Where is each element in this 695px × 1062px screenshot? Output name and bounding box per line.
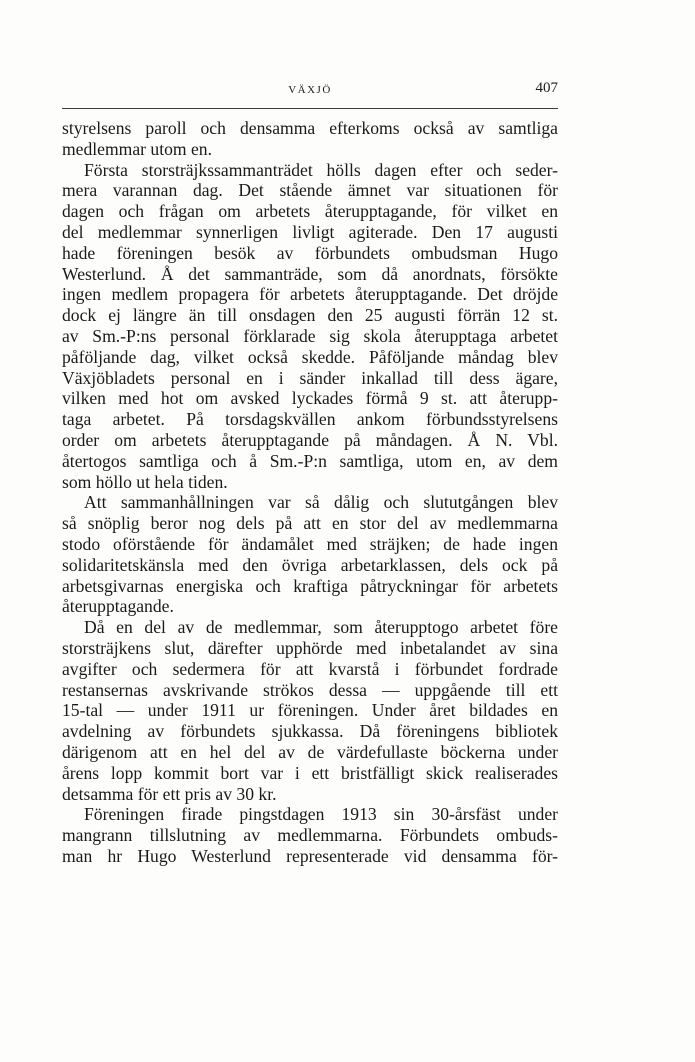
running-title: VÄXJÖ	[288, 84, 332, 96]
text-line: hade föreningen besök av förbundets ombudsman Hugo	[62, 242, 558, 263]
page-number: 407	[535, 80, 558, 96]
text-line: mera varannan dag. Det stående ämnet var situationen för	[62, 180, 558, 201]
text-line: avdelning av förbundets sjukkassa. Då föreningens bibliotek	[62, 721, 558, 742]
text-line: återtogos samtliga och å Sm.-P:n samtliga, utom en, av dem	[62, 450, 558, 471]
text-line: restansernas avskrivande strökos dessa — uppgående till ett	[62, 679, 558, 700]
text-line: återupptagande.	[62, 596, 174, 617]
text-line: 15-tal — under 1911 ur föreningen. Under året bildades en	[62, 700, 558, 721]
text-line: dock ej längre än till onsdagen den 25 augusti förrän 12 st.	[62, 305, 558, 326]
text-line: arbetsgivarnas energiska och kraftiga påtryckningar för arbetets	[62, 575, 558, 596]
text-line: avgifter och sedermera för att kvarstå i förbundet fordrade	[62, 658, 558, 679]
text-line: Föreningen firade pingstdagen 1913 sin 30-årsfäst under	[84, 804, 558, 825]
header-rule	[62, 108, 558, 109]
text-line: av Sm.-P:ns personal förklarade sig skola återupptaga arbetet	[62, 325, 558, 346]
text-line: så snöplig beror nog dels på att en stor del av medlemmarna	[62, 513, 558, 534]
text-line: ingen medlem propagera för arbetets återupptagande. Det dröjde	[62, 284, 558, 305]
text-line: påföljande dag, vilket också skedde. Påföljande måndag blev	[62, 346, 558, 367]
text-line: solidaritetskänsla med den övriga arbetarklassen, dels ock på	[62, 554, 558, 575]
text-line: Då en del av de medlemmar, som återupptogo arbetet före	[84, 617, 558, 638]
text-line: årens lopp kommit bort var i ett bristfälligt skick realiserades	[62, 762, 558, 783]
text-line: Växjöbladets personal en i sänder inkallad till dess ägare,	[62, 367, 558, 388]
body-text	[62, 118, 558, 867]
text-line: vilken med hot om avsked lyckades förmå 9 st. att återupp-	[62, 388, 558, 409]
text-line: del medlemmar synnerligen livligt agiterade. Den 17 augusti	[62, 221, 558, 242]
text-line: storsträjkens slut, därefter upphörde med inbetalandet av sina	[62, 637, 558, 658]
text-line: taga arbetet. På torsdagskvällen ankom förbundsstyrelsens	[62, 409, 558, 430]
text-line: som höllo ut hela tiden.	[62, 471, 228, 492]
text-line: Westerlund. Å det sammanträde, som då anordnats, försökte	[62, 263, 558, 284]
text-line: därigenom att en hel del av de värdefullaste böckerna under	[62, 741, 558, 762]
text-line: man hr Hugo Westerlund representerade vid densamma för-	[62, 845, 558, 866]
text-line: medlemmar utom en.	[62, 138, 212, 159]
text-line: order om arbetets återupptagande på måndagen. Å N. Vbl.	[62, 429, 558, 450]
running-head	[62, 80, 558, 102]
text-line: styrelsens paroll och densamma efterkoms också av samtliga	[62, 118, 558, 138]
text-line: dagen och frågan om arbetets återupptagande, för vilket en	[62, 201, 558, 222]
text-line: stodo oförstående för ändamålet med sträjken; de hade ingen	[62, 533, 558, 554]
text-line: Att sammanhållningen var så dålig och slututgången blev	[84, 492, 558, 513]
text-line: mangrann tillslutning av medlemmarna. Förbundets ombuds-	[62, 825, 558, 846]
text-line: detsamma för ett pris av 30 kr.	[62, 783, 277, 804]
text-line: Första storsträjkssammanträdet hölls dagen efter och seder-	[84, 159, 558, 180]
